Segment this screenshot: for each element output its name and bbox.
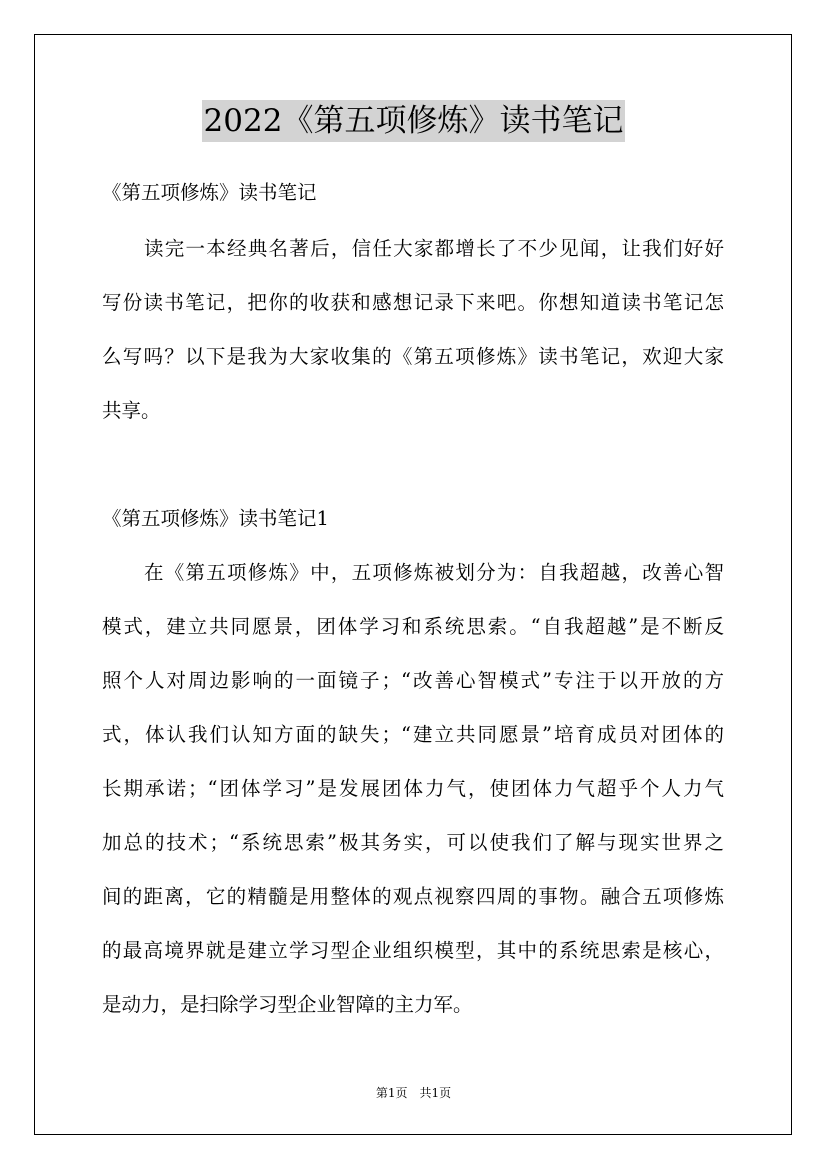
intro-heading: 《第五项修炼》读书笔记 xyxy=(102,181,317,204)
section1-line: 模式，建立共同愿景，团体学习和系统思索。“自我超越”是不断反 xyxy=(102,615,724,638)
intro-line: 么写吗？以下是我为大家收集的《第五项修炼》读书笔记，欢迎大家 xyxy=(102,345,724,368)
section1-line: 间的距离，它的精髓是用整体的观点视察四周的事物。融合五项修炼 xyxy=(102,885,724,908)
section1-line: 是动力，是扫除学习型企业智障的主力军。 xyxy=(102,993,473,1016)
section1-line: 式，体认我们认知方面的缺失；“建立共同愿景”培育成员对团体的 xyxy=(102,723,724,746)
intro-line: 共享。 xyxy=(102,399,161,422)
page-footer: 第1页 共1页 xyxy=(375,1086,452,1100)
intro-line: 写份读书笔记，把你的收获和感想记录下来吧。你想知道读书笔记怎 xyxy=(102,291,724,314)
section1-line: 在《第五项修炼》中，五项修炼被划分为：自我超越，改善心智 xyxy=(144,561,724,584)
section1-line: 加总的技术；“系统思索”极其务实，可以使我们了解与现实世界之 xyxy=(102,831,724,854)
section1-line: 照个人对周边影响的一面镜子；“改善心智模式”专注于以开放的方 xyxy=(102,669,724,692)
section1-line: 的最高境界就是建立学习型企业组织模型，其中的系统思索是核心， xyxy=(102,939,724,962)
title-wrap xyxy=(0,100,827,142)
intro-line: 读完一本经典名著后，信任大家都增长了不少见闻，让我们好好 xyxy=(144,237,724,260)
document-title: 2022《第五项修炼》读书笔记 xyxy=(202,100,626,142)
section1-heading: 《第五项修炼》读书笔记1 xyxy=(102,507,329,530)
section1-line: 长期承诺；“团体学习”是发展团体力气，使团体力气超乎个人力气 xyxy=(102,777,724,800)
